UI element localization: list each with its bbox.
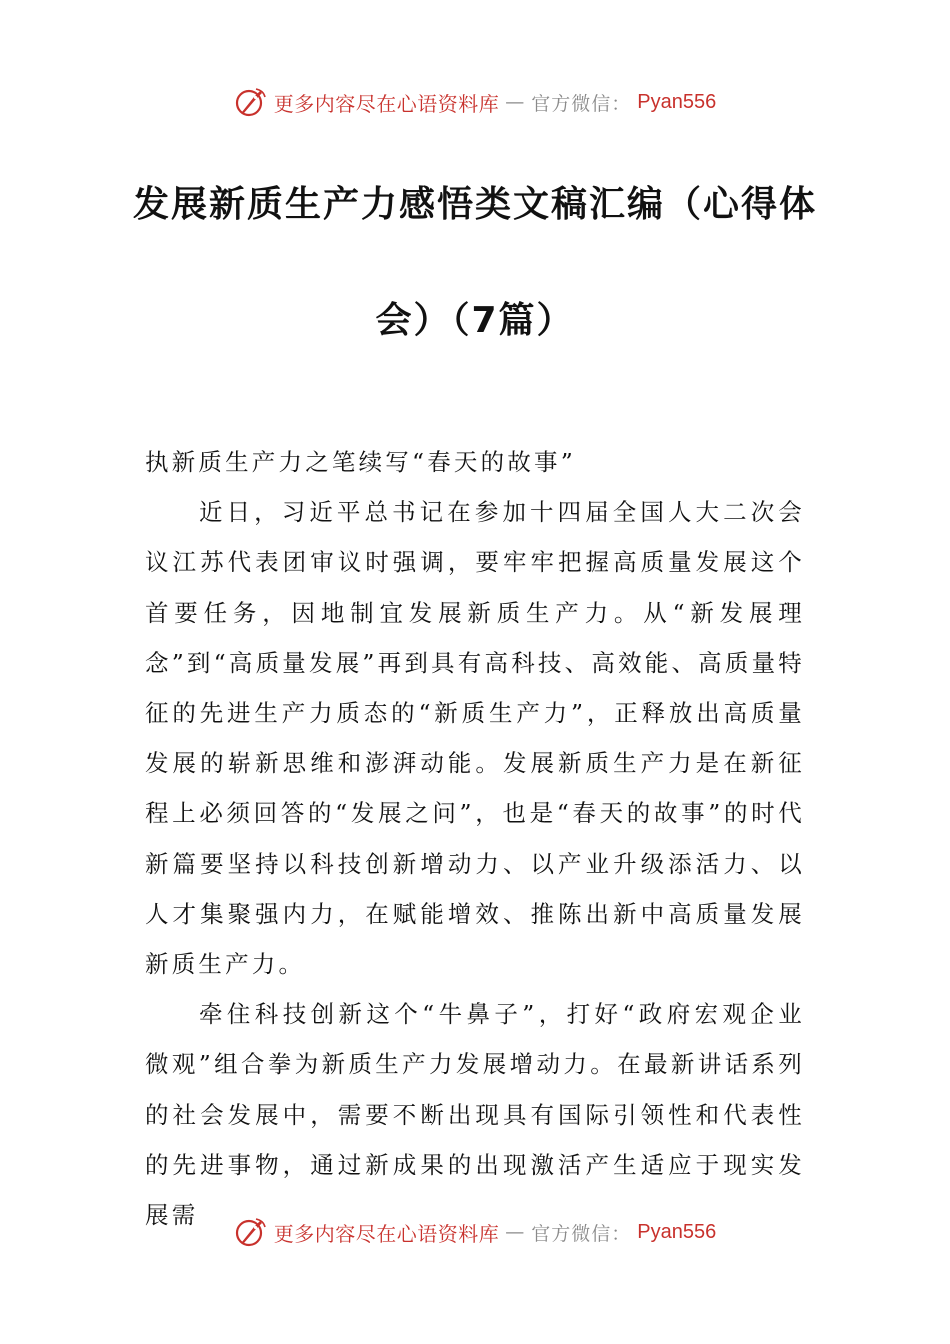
footer-wechat-label: 官方微信： bbox=[531, 1222, 632, 1245]
section-heading: 执新质生产力之笔续写“春天的故事” bbox=[145, 448, 576, 476]
footer-site-text: 更多内容尽在心语资料库 bbox=[273, 1221, 500, 1246]
document-title-line2: 会）（7篇） bbox=[375, 300, 575, 341]
header-dash: — bbox=[505, 91, 526, 113]
header-site-text: 更多内容尽在心语资料库 bbox=[273, 91, 500, 116]
document-body bbox=[145, 437, 805, 1240]
pen-nib-logo-icon bbox=[234, 85, 268, 119]
header-banner bbox=[0, 82, 950, 122]
footer-wechat-id: Pyan556 bbox=[637, 1220, 717, 1243]
paragraph: 近日，习近平总书记在参加十四届全国人大二次会议江苏代表团审议时强调，要牢牢把握高质量发展这个首要任务，因地制宜发展新质生产力。从“新发展理念”到“高质量发展”再到具有高科技、高效能、高质量特征的先进生产力质态的“新质生产力”，正释放出高质量发展的崭新思维和澎湃动能。发展新质生产力是在新征程上必须回答的“发展之问”，也是“春天的故事”的时代新篇要坚持以科技创新增动力、以产业升级添活力、以人才集聚强内力，在赋能增效、推陈出新中高质量发展新质生产力。 bbox=[145, 498, 805, 979]
pen-nib-logo-icon bbox=[234, 1215, 268, 1249]
footer-banner bbox=[0, 1212, 950, 1252]
paragraph: 牵住科技创新这个“牛鼻子”，打好“政府宏观企业微观”组合拳为新质生产力发展增动力。在最新讲话系列的社会发展中，需要不断出现具有国际引领性和代表性的先进事物，通过新成果的出现激活产生适应于现实发展需 bbox=[145, 1000, 805, 1230]
footer-dash: — bbox=[505, 1221, 526, 1243]
document-title-line1: 发展新质生产力感悟类文稿汇编（心得体 bbox=[132, 184, 817, 225]
header-wechat-label: 官方微信： bbox=[531, 92, 632, 115]
header-wechat-id: Pyan556 bbox=[637, 90, 717, 113]
